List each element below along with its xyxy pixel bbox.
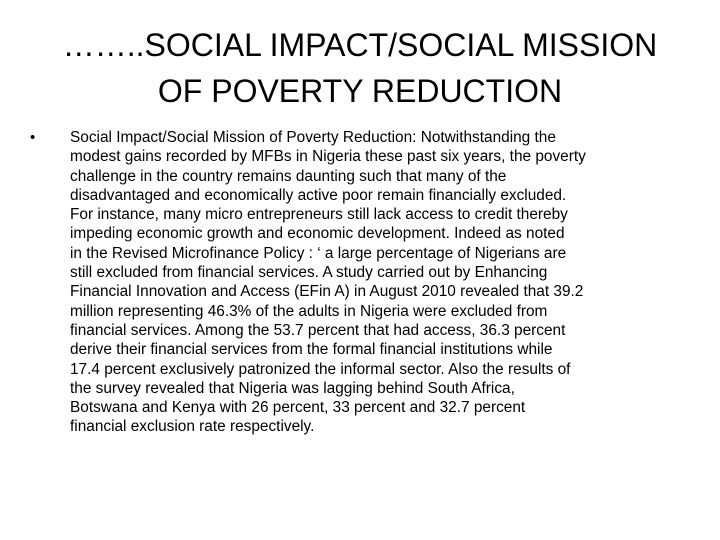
body-line-12: derive their financial services from the formal financial institutions while: [70, 341, 553, 359]
body-line-4: disadvantaged and economically active poor remain financially excluded.: [70, 186, 567, 204]
body-line-15: Botswana and Kenya with 26 percent, 33 percent and 32.7 percent: [70, 399, 526, 417]
slide-title: [40, 22, 680, 114]
bullet-item: [30, 128, 690, 437]
body-line-2: modest gains recorded by MFBs in Nigeria these past six years, the poverty: [70, 148, 586, 166]
body-line-6: impeding economic growth and economic development. Indeed as noted: [70, 225, 565, 243]
body-line-3: challenge in the country remains daunting such that many of the: [70, 167, 507, 185]
bullet-lead: Social Impact/Social Mission of Poverty Reduction: [70, 129, 413, 146]
title-line-1: ……..SOCIAL IMPACT/SOCIAL MISSION: [62, 27, 658, 63]
body-line-1-rest: : Notwithstanding the: [412, 129, 556, 146]
body-line-11: financial services. Among the 53.7 percent that had access, 36.3 percent: [70, 321, 566, 339]
body-line-8: still excluded from financial services. A study carried out by Enhancing: [70, 264, 548, 282]
bullet-text: [70, 128, 690, 437]
body-line-16: financial exclusion rate respectively.: [70, 418, 315, 436]
body-line-13: 17.4 percent exclusively patronized the informal sector. Also the results of: [70, 360, 571, 378]
body-line-14: the survey revealed that Nigeria was lagging behind South Africa,: [70, 379, 515, 397]
bullet-icon: •: [30, 129, 36, 146]
body-line-9: Financial Innovation and Access (EFin A) in August 2010 revealed that 39.2: [70, 283, 584, 301]
body-line-10: million representing 46.3% of the adults in Nigeria were excluded from: [70, 302, 548, 320]
body-line-7: in the Revised Microfinance Policy : ‘ a large percentage of Nigerians are: [70, 244, 567, 262]
title-line-2: OF POVERTY REDUCTION: [157, 73, 563, 109]
body-line-1: [70, 128, 690, 147]
body-line-5: For instance, many micro entrepreneurs still lack access to credit thereby: [70, 206, 568, 224]
